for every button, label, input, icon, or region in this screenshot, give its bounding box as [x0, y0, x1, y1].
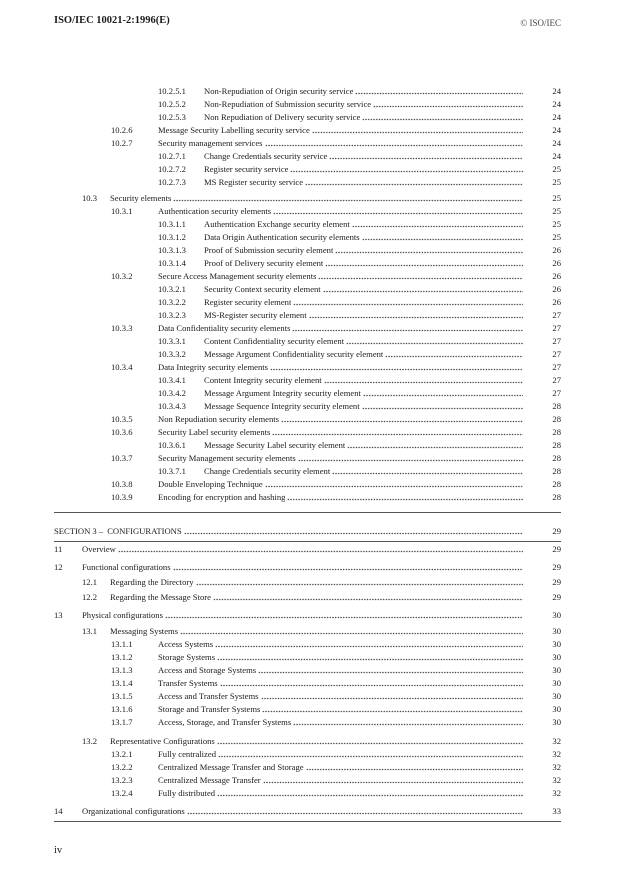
dot-leader	[323, 285, 523, 293]
dot-leader	[292, 324, 523, 332]
toc-entry[interactable]	[158, 98, 561, 110]
toc-page-number: 30	[552, 665, 561, 675]
dot-leader	[262, 705, 523, 713]
toc-entry-title[interactable]: Physical configurations	[82, 610, 163, 620]
toc-entry[interactable]	[111, 716, 561, 728]
toc-entry-number: 10.2.5.1	[158, 86, 186, 96]
toc-entry-title[interactable]: Fully distributed	[158, 788, 216, 798]
toc-entry-title[interactable]: Organizational configurations	[82, 806, 185, 816]
toc-entry-number: 13.1.3	[111, 665, 133, 675]
toc-entry-number: 13.1.4	[111, 678, 133, 688]
toc-entry-title[interactable]: Register security service	[204, 164, 289, 174]
toc-page-number: 24	[552, 125, 561, 135]
toc-entry[interactable]	[111, 703, 561, 715]
dot-leader	[217, 737, 523, 745]
dot-leader	[346, 337, 523, 345]
dot-leader	[325, 259, 523, 267]
toc-entry-title[interactable]: Centralized Message Transfer and Storage	[158, 762, 304, 772]
toc-entry-number: 12.1	[82, 577, 98, 587]
toc-entry-number: 10.2.6	[111, 125, 133, 135]
dot-leader	[187, 807, 523, 815]
toc-entry[interactable]	[111, 774, 561, 786]
toc-entry-number: 10.2.7.2	[158, 164, 186, 174]
toc-entry[interactable]	[111, 322, 561, 334]
toc-entry-title[interactable]: Security elements	[110, 193, 172, 203]
toc-entry-number: 10.3.1.2	[158, 232, 186, 242]
toc-entry[interactable]	[111, 270, 561, 282]
toc-entry[interactable]	[54, 561, 561, 573]
toc-page-number: 24	[552, 138, 561, 148]
toc-entry-title[interactable]: Authentication Exchange security element	[204, 219, 350, 229]
toc-entry[interactable]	[111, 124, 561, 136]
toc-page-number: 28	[552, 401, 561, 411]
toc-page-number: 28	[552, 414, 561, 424]
toc-page-number: 30	[552, 717, 561, 727]
toc-page-number: 28	[552, 453, 561, 463]
toc-entry-title[interactable]: Message Argument Integrity security element	[204, 388, 361, 398]
toc-entry-title[interactable]: Functional configurations	[82, 562, 171, 572]
toc-entry[interactable]	[158, 465, 561, 477]
dot-leader	[324, 376, 523, 384]
toc-entry-title[interactable]: Representative Configurations	[110, 736, 215, 746]
toc-entry-number: 10.3.9	[111, 492, 133, 502]
toc-entry-number: 10.3	[82, 193, 98, 203]
dot-leader	[362, 402, 523, 410]
toc-entry[interactable]	[158, 111, 561, 123]
toc-entry[interactable]	[158, 163, 561, 175]
dot-leader	[165, 611, 523, 619]
dot-leader	[281, 415, 523, 423]
dot-leader	[218, 750, 523, 758]
dot-leader	[290, 165, 523, 173]
toc-entry[interactable]	[82, 735, 561, 747]
toc-entry-title[interactable]: CONFIGURATIONS	[107, 526, 182, 536]
dot-leader	[305, 178, 523, 186]
toc-entry-number: 10.3.5	[111, 414, 133, 424]
toc-page-number: 27	[552, 388, 561, 398]
toc-page-number: 24	[552, 151, 561, 161]
toc-page-number: 28	[552, 427, 561, 437]
toc-page-number: 32	[552, 736, 561, 746]
toc-page-number: 25	[552, 206, 561, 216]
toc-entry-number: 10.2.5.2	[158, 99, 186, 109]
toc-entry-title[interactable]: Regarding the Message Store	[110, 592, 211, 602]
toc-page-number: 29	[552, 592, 561, 602]
toc-entry-number: 10.3.1.4	[158, 258, 186, 268]
dot-leader	[332, 467, 523, 475]
toc-page-number: 24	[552, 86, 561, 96]
toc-entry[interactable]	[158, 348, 561, 360]
toc-entry-title[interactable]: Data Origin Authentication security elements	[204, 232, 360, 242]
dot-leader	[362, 233, 523, 241]
dot-leader	[270, 363, 523, 371]
dot-leader	[318, 272, 523, 280]
toc-entry-number: 10.3.2.3	[158, 310, 186, 320]
toc-page-number: 25	[552, 219, 561, 229]
dot-leader	[261, 692, 524, 700]
toc-entry-number: 10.3.1.1	[158, 219, 186, 229]
toc-entry[interactable]	[158, 296, 561, 308]
toc-entry-title[interactable]: Security management services	[158, 138, 263, 148]
toc-entry-title[interactable]: Non-Repudiation of Submission security service	[204, 99, 372, 109]
toc-entry[interactable]	[111, 205, 561, 217]
toc-entry-number: 10.3.4.1	[158, 375, 186, 385]
dot-leader	[258, 666, 523, 674]
toc-entry-number: 12.2	[82, 592, 98, 602]
toc-entry-number: 13.1.1	[111, 639, 133, 649]
toc-entry[interactable]	[111, 651, 561, 663]
toc-entry-number: 13.1	[82, 626, 98, 636]
toc-entry[interactable]	[158, 400, 561, 412]
toc-entry-title[interactable]: Message Security Labelling security service	[158, 125, 310, 135]
toc-entry-number: 13.1.2	[111, 652, 133, 662]
toc-entry[interactable]	[111, 491, 561, 503]
toc-page-number: 29	[552, 544, 561, 554]
toc-entry-title[interactable]: Transfer Systems	[158, 678, 218, 688]
toc-entry-number: 10.3.4.2	[158, 388, 186, 398]
toc-entry[interactable]	[54, 543, 561, 555]
toc-page-number: 25	[552, 232, 561, 242]
dot-leader	[329, 152, 523, 160]
toc-entry[interactable]	[54, 609, 561, 621]
toc-page-number: 29	[552, 562, 561, 572]
toc-entry-title[interactable]: Security Label security elements	[158, 427, 271, 437]
toc-entry[interactable]	[158, 176, 561, 188]
toc-entry-title[interactable]: Security Context security element	[204, 284, 321, 294]
dot-leader	[293, 718, 523, 726]
toc-page-number: 28	[552, 466, 561, 476]
toc-entry-number: 10.3.3.1	[158, 336, 186, 346]
toc-page-number: 27	[552, 323, 561, 333]
toc-page-number: 27	[552, 349, 561, 359]
dot-leader	[213, 593, 523, 601]
toc-section-heading[interactable]	[54, 525, 561, 537]
toc-page-number: 25	[552, 177, 561, 187]
toc-entry-number: 11	[54, 544, 63, 554]
toc-page-number: 30	[552, 639, 561, 649]
dot-leader	[347, 441, 523, 449]
toc-entry[interactable]	[111, 677, 561, 689]
toc-entry-number: 10.3.4.3	[158, 401, 186, 411]
toc-entry[interactable]	[111, 664, 561, 676]
toc-entry-number: 10.3.7.1	[158, 466, 186, 476]
toc-page-number: 30	[552, 678, 561, 688]
toc-entry[interactable]	[158, 374, 561, 386]
toc-entry-title[interactable]: MS Register security service	[204, 177, 304, 187]
toc-entry-title[interactable]: Message Sequence Integrity security element	[204, 401, 360, 411]
dot-leader	[215, 640, 523, 648]
toc-entry-title[interactable]: Access Systems	[158, 639, 214, 649]
toc-entry[interactable]	[111, 478, 561, 490]
toc-entry-title[interactable]: Access and Storage Systems	[158, 665, 257, 675]
toc-page-number: 28	[552, 492, 561, 502]
dot-leader	[263, 776, 523, 784]
section-top-rule	[54, 512, 561, 513]
toc-entry-title[interactable]: Fully centralized	[158, 749, 216, 759]
toc-entry[interactable]	[111, 426, 561, 438]
toc-entry-number: 10.3.1.3	[158, 245, 186, 255]
copyright-header: © ISO/IEC	[520, 18, 561, 28]
toc-entry-number: 13.2.4	[111, 788, 133, 798]
toc-entry[interactable]	[111, 361, 561, 373]
toc-page-number: 30	[552, 691, 561, 701]
toc-page-number: 32	[552, 788, 561, 798]
toc-entry[interactable]	[82, 625, 561, 637]
dot-leader	[385, 350, 523, 358]
toc-entry[interactable]	[158, 244, 561, 256]
toc-entry-number: 13.2.3	[111, 775, 133, 785]
toc-entry-title[interactable]: Regarding the Directory	[110, 577, 194, 587]
dot-leader	[306, 763, 523, 771]
document-id-header: ISO/IEC 10021-2:1996(E)	[54, 15, 170, 26]
toc-entry-title[interactable]: Storage and Transfer Systems	[158, 704, 261, 714]
toc-entry-title[interactable]: Authentication security elements	[158, 206, 272, 216]
toc-entry-title[interactable]: Double Enveloping Technique	[158, 479, 263, 489]
toc-entry-title[interactable]: Encoding for encryption and hashing	[158, 492, 286, 502]
toc-page-number: 32	[552, 749, 561, 759]
toc-entry-title[interactable]: Centralized Message Transfer	[158, 775, 261, 785]
toc-entry-number: 10.2.7.3	[158, 177, 186, 187]
toc-entry[interactable]	[111, 413, 561, 425]
toc-entry[interactable]	[82, 576, 561, 588]
dot-leader	[220, 679, 523, 687]
toc-entry-number: 13.2.2	[111, 762, 133, 772]
toc-entry[interactable]	[82, 192, 561, 204]
toc-entry-number: 13.1.5	[111, 691, 133, 701]
toc-entry[interactable]	[158, 439, 561, 451]
toc-entry-title[interactable]: Change Credentials security element	[204, 466, 331, 476]
toc-entry-title[interactable]: Access, Storage, and Transfer Systems	[158, 717, 292, 727]
toc-entry-number: 10.3.1	[111, 206, 133, 216]
toc-entry-number: 10.2.7	[111, 138, 133, 148]
toc-entry[interactable]	[111, 638, 561, 650]
toc-entry-title[interactable]: Access and Transfer Systems	[158, 691, 259, 701]
toc-entry-title[interactable]: Messaging Systems	[110, 626, 179, 636]
toc-page-number: 30	[552, 626, 561, 636]
toc-page-number: 30	[552, 704, 561, 714]
toc-entry-number: 10.3.3	[111, 323, 133, 333]
toc-page-number: 27	[552, 375, 561, 385]
toc-entry-title[interactable]: Data Integrity security elements	[158, 362, 269, 372]
toc-entry-title[interactable]: Message Security Label security element	[204, 440, 346, 450]
toc-page-number: 33	[552, 806, 561, 816]
dot-leader	[265, 139, 523, 147]
toc-entry-number: SECTION 3 –	[54, 526, 104, 536]
dot-leader	[293, 298, 523, 306]
dot-leader	[196, 578, 523, 586]
toc-entry-number: 12	[54, 562, 63, 572]
toc-page-number: 27	[552, 310, 561, 320]
toc-entry-number: 13.2	[82, 736, 98, 746]
toc-entry-number: 13.1.6	[111, 704, 133, 714]
toc-entry-title[interactable]: Security Management security elements	[158, 453, 296, 463]
toc-entry-title[interactable]: Proof of Submission security element	[204, 245, 334, 255]
toc-entry[interactable]	[111, 787, 561, 799]
toc-entry-number: 13	[54, 610, 63, 620]
toc-entry-title[interactable]: Content Integrity security element	[204, 375, 322, 385]
toc-entry-title[interactable]: Proof of Delivery security element	[204, 258, 324, 268]
dot-leader	[217, 653, 523, 661]
dot-leader	[273, 207, 523, 215]
toc-entry-number: 10.3.3.2	[158, 349, 186, 359]
toc-entry-number: 10.3.6.1	[158, 440, 186, 450]
toc-entry[interactable]	[158, 85, 561, 97]
dot-leader	[309, 311, 523, 319]
dot-leader	[373, 100, 523, 108]
toc-entry-number: 13.2.1	[111, 749, 133, 759]
toc-page-number: 32	[552, 762, 561, 772]
dot-leader	[272, 428, 523, 436]
toc-page-number: 26	[552, 271, 561, 281]
toc-page-number: 26	[552, 284, 561, 294]
dot-leader	[184, 527, 523, 535]
toc-entry-number: 10.3.2	[111, 271, 133, 281]
toc-end-rule	[54, 821, 561, 822]
toc-entry[interactable]	[111, 137, 561, 149]
toc-entry-title[interactable]: Register security element	[204, 297, 292, 307]
toc-entry[interactable]	[111, 452, 561, 464]
toc-entry-title[interactable]: MS-Register security element	[204, 310, 307, 320]
toc-entry-number: 10.3.6	[111, 427, 133, 437]
toc-page-number: 28	[552, 440, 561, 450]
dot-leader	[335, 246, 523, 254]
dot-leader	[352, 220, 523, 228]
toc-page-number: 30	[552, 610, 561, 620]
toc-entry-number: 10.2.5.3	[158, 112, 186, 122]
toc-page-number: 27	[552, 362, 561, 372]
toc-entry-title[interactable]: Non-Repudiation of Origin security service	[204, 86, 354, 96]
toc-entry[interactable]	[158, 309, 561, 321]
dot-leader	[287, 493, 523, 501]
dot-leader	[173, 563, 523, 571]
toc-page-number: 24	[552, 112, 561, 122]
toc-entry-title[interactable]: Non Repudiation of Delivery security service	[204, 112, 361, 122]
section-bottom-rule	[54, 541, 561, 542]
toc-entry-title[interactable]: Overview	[82, 544, 116, 554]
toc-entry-number: 10.3.8	[111, 479, 133, 489]
toc-page-number: 29	[552, 526, 561, 536]
dot-leader	[265, 480, 523, 488]
dot-leader	[298, 454, 523, 462]
toc-entry[interactable]	[158, 218, 561, 230]
toc-page-number: 25	[552, 164, 561, 174]
toc-entry-number: 10.3.4	[111, 362, 133, 372]
toc-entry[interactable]	[111, 748, 561, 760]
toc-entry[interactable]	[54, 805, 561, 817]
toc-entry-title[interactable]: Secure Access Management security elements	[158, 271, 317, 281]
toc-entry-title[interactable]: Change Credentials security service	[204, 151, 328, 161]
toc-entry-title[interactable]: Storage Systems	[158, 652, 216, 662]
dot-leader	[362, 113, 523, 121]
toc-entry-number: 13.1.7	[111, 717, 133, 727]
dot-leader	[118, 545, 523, 553]
toc-entry-title[interactable]: Non Repudiation security elements	[158, 414, 280, 424]
toc-entry[interactable]	[111, 690, 561, 702]
dot-leader	[180, 627, 523, 635]
toc-entry-title[interactable]: Content Confidentiality security element	[204, 336, 345, 346]
toc-entry[interactable]	[158, 387, 561, 399]
dot-leader	[217, 789, 523, 797]
toc-entry-number: 10.2.7.1	[158, 151, 186, 161]
toc-entry[interactable]	[158, 231, 561, 243]
toc-entry[interactable]	[158, 257, 561, 269]
toc-page-number: 29	[552, 577, 561, 587]
dot-leader	[312, 126, 523, 134]
toc-page-number: 24	[552, 99, 561, 109]
toc-entry-title[interactable]: Data Confidentiality security elements	[158, 323, 291, 333]
page-number-footer: iv	[54, 845, 63, 856]
toc-page-number: 30	[552, 652, 561, 662]
toc-page-number: 32	[552, 775, 561, 785]
dot-leader	[355, 87, 523, 95]
toc-entry[interactable]	[158, 283, 561, 295]
toc-entry[interactable]	[158, 150, 561, 162]
toc-page-number: 28	[552, 479, 561, 489]
toc-entry-number: 14	[54, 806, 63, 816]
toc-entry-title[interactable]: Message Argument Confidentiality security element	[204, 349, 384, 359]
dot-leader	[173, 194, 523, 202]
toc-entry[interactable]	[82, 591, 561, 603]
toc-page-number: 27	[552, 336, 561, 346]
toc-entry[interactable]	[111, 761, 561, 773]
toc-entry-number: 10.3.2.2	[158, 297, 186, 307]
toc-page-number: 26	[552, 245, 561, 255]
toc-entry-number: 10.3.7	[111, 453, 133, 463]
dot-leader	[363, 389, 523, 397]
toc-entry-number: 10.3.2.1	[158, 284, 186, 294]
toc-entry[interactable]	[158, 335, 561, 347]
toc-page-number: 26	[552, 297, 561, 307]
toc-page-number: 26	[552, 258, 561, 268]
toc-page-number: 25	[552, 193, 561, 203]
